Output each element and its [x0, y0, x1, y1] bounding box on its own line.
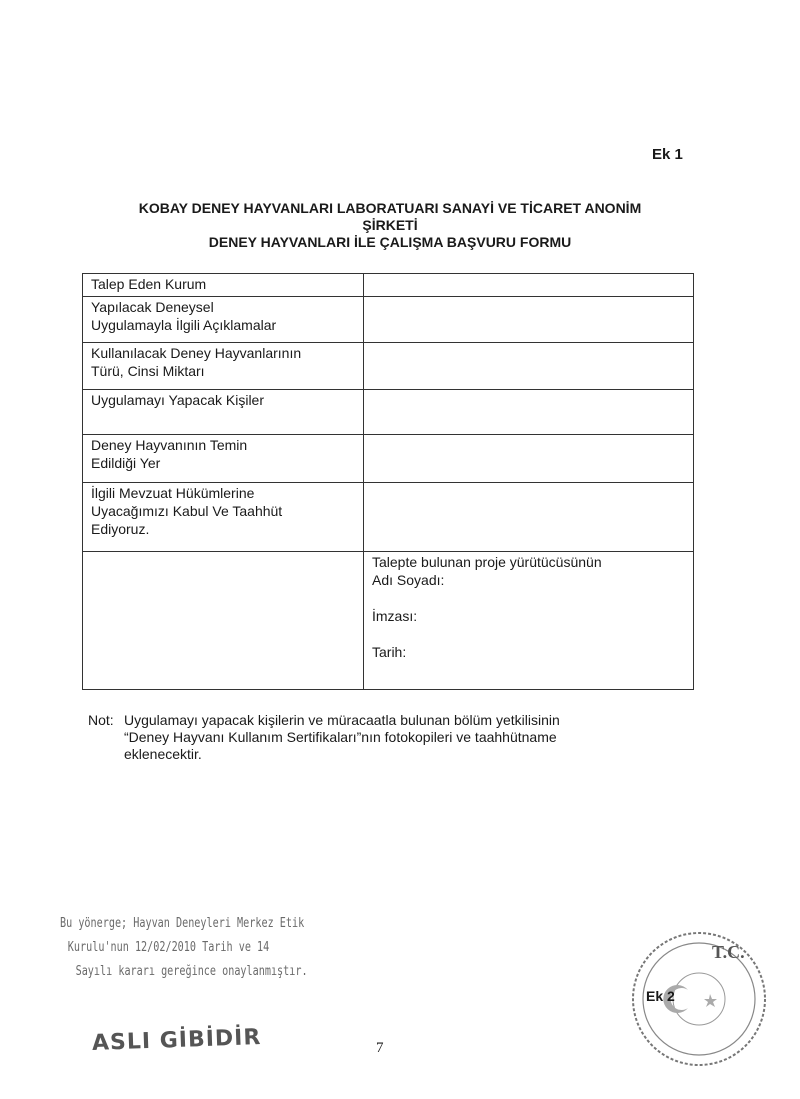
note-label: Not:: [88, 712, 114, 728]
approval-line: Bu yönerge; Hayvan Deneyleri Merkez Etik: [60, 916, 305, 931]
page-number: 7: [376, 1040, 384, 1056]
form-row-label: Yapılacak Deneysel Uygulamayla İlgili Açıklamalar: [83, 297, 364, 343]
note-line: Uygulamayı yapacak kişilerin ve müracaatla bulunan bölüm yetkilisinin: [124, 712, 560, 728]
form-row-value[interactable]: [364, 343, 694, 390]
title-line-2: ŞİRKETİ: [362, 217, 418, 233]
form-row: [83, 483, 694, 552]
signature-cell[interactable]: [364, 552, 694, 690]
form-row: [83, 390, 694, 435]
signature-heading: Talepte bulunan proje yürütücüsünün: [372, 554, 602, 570]
title-line-3: DENEY HAYVANLARI İLE ÇALIŞMA BAŞVURU FORMU: [208, 234, 572, 250]
asli-gibidir-stamp: ASLI GİBİDİR: [91, 1025, 262, 1056]
name-field-label: Adı Soyadı:: [372, 572, 445, 588]
form-row-value[interactable]: [364, 274, 694, 297]
form-row-value[interactable]: [364, 435, 694, 483]
form-row-value[interactable]: [364, 297, 694, 343]
seal-annex-label: Ek 2: [646, 988, 675, 1004]
title-line-1: KOBAY DENEY HAYVANLARI LABORATUARI SANAYİ VE TİCARET ANONİM: [138, 200, 642, 216]
signature-empty-cell: [83, 552, 364, 690]
form-row-label: Talep Eden Kurum: [83, 274, 364, 297]
note-body: [124, 712, 684, 763]
form-row: [83, 435, 694, 483]
form-row-label: Deney Hayvanının Temin Edildiği Yer: [83, 435, 364, 483]
form-row: [83, 343, 694, 390]
signature-row: [83, 552, 694, 690]
note-line: “Deney Hayvanı Kullanım Sertifikaları”nın fotokopileri ve taahhütname: [124, 729, 557, 745]
document-title: [80, 200, 700, 251]
form-row: [83, 297, 694, 343]
form-row-label: İlgili Mevzuat Hükümlerine Uyacağımızı Kabul Ve Taahhüt Ediyoruz.: [83, 483, 364, 552]
approval-line: Kurulu'nun 12/02/2010 Tarih ve 14: [67, 940, 270, 955]
approval-line: Sayılı kararı gereğince onaylanmıştır.: [75, 964, 308, 979]
form-row-label: Uygulamayı Yapacak Kişiler: [83, 390, 364, 435]
signature-field-label: İmzası:: [372, 608, 418, 624]
form-row-label: Kullanılacak Deney Hayvanlarının Türü, Cinsi Miktarı: [83, 343, 364, 390]
form-row: [83, 274, 694, 297]
form-row-value[interactable]: [364, 390, 694, 435]
approval-note: [60, 912, 308, 984]
note-line: eklenecektir.: [124, 746, 202, 762]
date-field-label: Tarih:: [372, 644, 407, 660]
form-row-value[interactable]: [364, 483, 694, 552]
application-form-table: [82, 273, 694, 690]
annex-label: Ek 1: [652, 146, 683, 163]
seal-text: T.C.: [712, 942, 745, 962]
